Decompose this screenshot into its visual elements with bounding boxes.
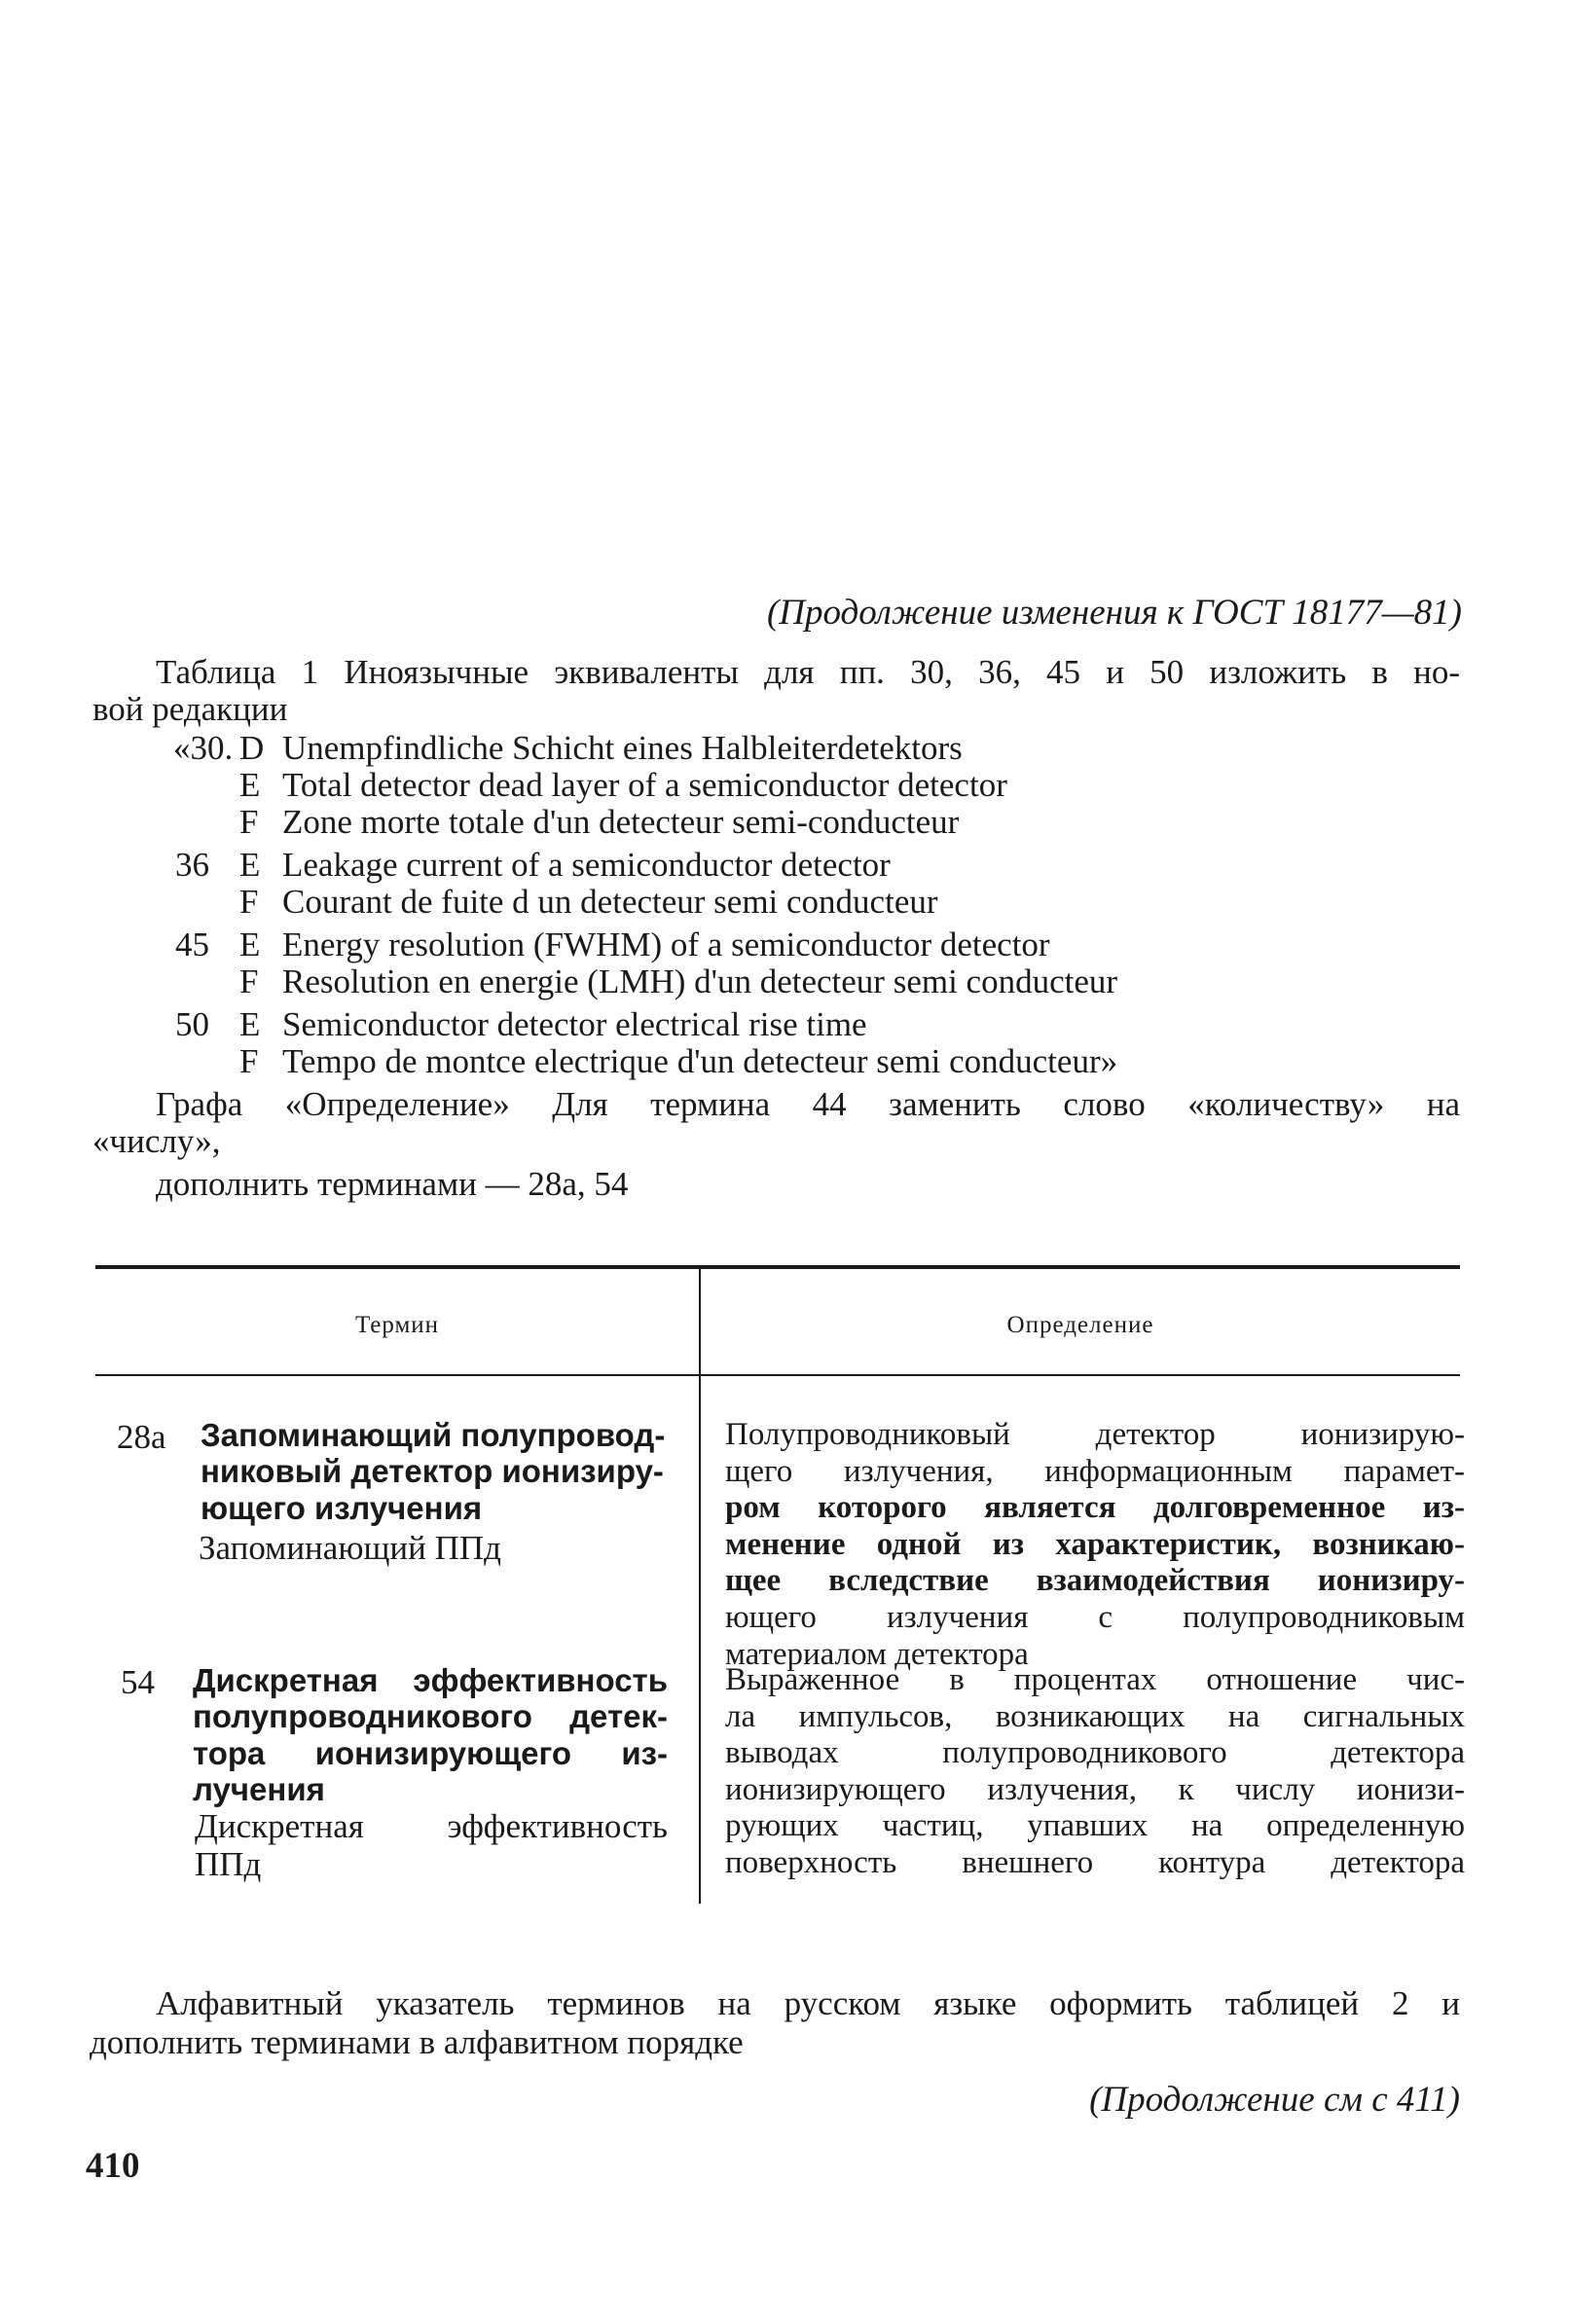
equiv-lang: E [239,846,261,884]
equiv-text: Unempfindliche Schicht eines Halbleiterdetektors [282,729,963,767]
equiv-text: Courant de fuite d un detecteur semi conducteur [282,883,938,921]
intro-line-1: Таблица 1 Иноязычные эквиваленты для пп. 30, 36, 45 и 50 изложить в но- [156,653,1460,691]
footer-continuation: (Продолжение см с 411) [1089,2080,1460,2120]
equiv-lang: F [239,1042,259,1080]
intro-line-2: вой редакции [92,690,288,728]
equiv-text: Tempo de montce electrique d'un detecteur semi conducteur» [282,1042,1118,1080]
equiv-lang: E [239,1005,261,1043]
column-header-term: Термин [354,1312,440,1338]
equiv-lang: F [239,883,259,921]
equiv-text: Leakage current of a semiconductor detector [282,846,891,884]
term-number: 54 [121,1663,155,1701]
equiv-lang: F [239,962,259,1000]
equiv-num: 50 [175,1005,209,1043]
continuation-header: (Продолжение изменения к ГОСТ 18177—81) [766,593,1462,633]
term-short-form: Запоминающий ППд [199,1529,501,1567]
grafa-line-3: дополнить терминами — 28а, 54 [156,1165,629,1203]
term-name: Запоминающий полупровод- никовый детектор ионизиру- ющего излучения [201,1417,666,1526]
equiv-num: «30. [173,729,234,767]
term-definition: Выраженное в процентах отношение чис- ла импульсов, возникающих на сигнальных выводах полупроводникового детектора ионизирующего излучения, к числу ионизи- рующих частиц, упавших на определенную поверхность внешнего контура детектора [725,1662,1465,1881]
page-number: 410 [86,2146,140,2186]
footer-line-1: Алфавитный указатель терминов на русском языке оформить таблицей 2 и [156,1984,1460,2022]
equiv-lang: E [239,926,261,963]
footer-line-2: дополнить терминами в алфавитном порядке [90,2023,744,2061]
grafa-line-2: «числу», [92,1122,221,1160]
term-short-form: Дискретная эффективность ППд [195,1807,668,1883]
equiv-text: Resolution en energie (LMH) d'un detecteur semi conducteur [282,962,1118,1000]
equiv-lang: D [239,729,265,767]
equiv-text: Zone morte totale d'un detecteur semi-conducteur [282,803,960,841]
equiv-num: 36 [175,846,209,884]
term-definition: Полупроводниковый детектор ионизирую- щего излучения, информационным парамет- ром которого является долговременное из- менение одной из характеристик, возникаю- щее вследствие взаимодействия ионизиру- ющего излучения с полупроводниковым материалом детектора [725,1417,1465,1672]
grafa-line-1: Графа «Определение» Для термина 44 заменить слово «количеству» на [156,1085,1460,1123]
equiv-text: Semiconductor detector electrical rise time [282,1005,867,1043]
equiv-num: 45 [175,926,209,963]
equiv-lang: E [239,766,261,804]
equiv-text: Energy resolution (FWHM) of a semiconductor detector [282,926,1050,963]
term-number: 28а [117,1418,166,1456]
equiv-text: Total detector dead layer of a semiconductor detector [282,766,1007,804]
term-name: Дискретная эффективность полупроводникового детек- тора ионизирующего из- лучения [193,1662,668,1807]
column-header-definition: Определение [1006,1312,1154,1338]
table-top-rule [95,1265,1460,1269]
table-header-rule [95,1374,1460,1376]
table-column-divider [699,1269,701,1904]
equiv-lang: F [239,803,259,841]
